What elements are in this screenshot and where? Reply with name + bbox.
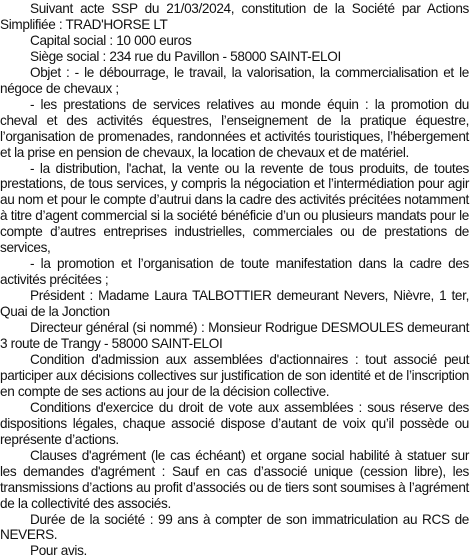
agrement-paragraph: Clauses d'agrément (le cas échéant) et organe social habilité à statuer sur les demandes d'agrément : Sauf en cas d’associé unique (cession libre), les transmissions d’actions au profit d’associés ou de tiers sont soumises à l’agrément de la collectivité des associés. [0, 447, 469, 511]
objet-promotion-paragraph: - la promotion et l’organisation de toute manifestation dans la cadre des activités précitées ; [0, 256, 469, 288]
vote-paragraph: Conditions d'exercice du droit de vote aux assemblées : sous réserve des dispositions légales, chaque associé dispose d’autant de voix qu’il possède ou représente d’actions. [0, 399, 469, 447]
admission-paragraph: Condition d'admission aux assemblées d'actionnaires : tout associé peut participer aux décisions collectives sur justification de son identité et de l’inscription en compte de ses actions au jour de la décision collective. [0, 351, 469, 399]
duree-paragraph: Durée de la société : 99 ans à compter de son immatriculation au RCS de NEVERS. [0, 511, 469, 543]
siege-paragraph: Siège social : 234 rue du Pavillon - 58000 SAINT-ELOI [30, 48, 341, 64]
president-paragraph: Président : Madame Laura TALBOTTIER demeurant Nevers, Nièvre, 1 ter, Quai de la Jonction [0, 288, 469, 320]
objet-paragraph: Objet : - le débourrage, le travail, la valorisation, la commercialisation et le négoce de chevaux ; [0, 64, 469, 96]
capital-paragraph: Capital social : 10 000 euros [30, 32, 192, 48]
objet-distribution-paragraph: - la distribution, l'achat, la vente ou la revente de tous produits, de toutes prestations, de tous services, y compris la négociation et l’intermédiation pour agir au nom et pour le compte d’autrui dans la cadre des activités précitées notamment à titre d’agent commercial si la société bénéficie d’un ou plusieurs mandats pour le compte d’autres entreprises industrielles, commerciales ou de prestations de services, [0, 160, 469, 256]
intro-paragraph: Suivant acte SSP du 21/03/2024, constitution de la Société par Actions Simplifiée : TRAD'HORSE LT [0, 1, 469, 32]
closing-paragraph: Pour avis. [30, 543, 87, 559]
objet-services-paragraph: - les prestations de services relatives au monde équin : la promotion du cheval et des activités équestres, l’enseignement de la pratique équestre, l’organisation de promenades, randonnées et activités touristiques, l’hébergement et la prise en pension de chevaux, la location de chevaux et de matériel. [0, 96, 469, 160]
directeur-paragraph: Directeur général (si nommé) : Monsieur Rodrigue DESMOULES demeurant 3 route de Trangy - 58000 SAINT-ELOI [0, 320, 469, 352]
